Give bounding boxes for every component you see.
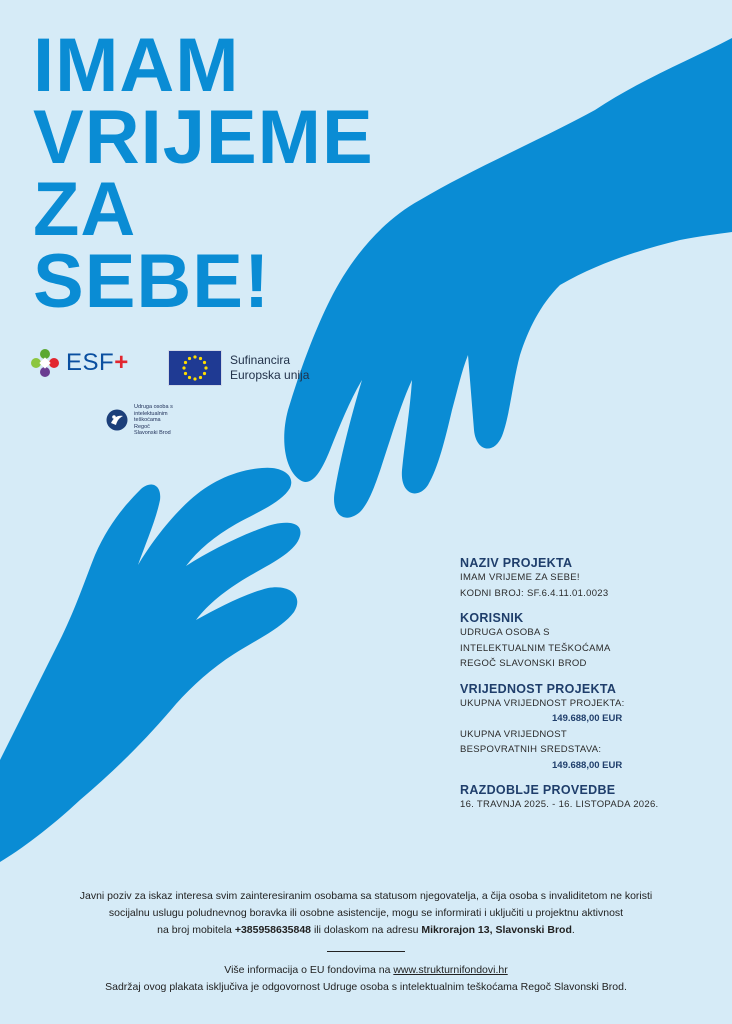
beneficiary-line: UDRUGA OSOBA S <box>460 627 550 638</box>
regoc-line: teškoćama <box>134 417 161 423</box>
project-info <box>460 556 722 813</box>
grant-value-amount: 149.688,00 EUR <box>552 759 623 771</box>
more-info-line <box>0 962 732 979</box>
regoc-line: intelektualnim <box>134 410 168 417</box>
notice-text: na broj mobitela <box>157 924 235 936</box>
project-name-heading: NAZIV PROJEKTA <box>460 556 573 570</box>
notice-line-3 <box>0 922 732 939</box>
project-code: KODNI BROJ: SF.6.4.11.01.0023 <box>460 587 609 599</box>
regoc-line: Slavonski Brod <box>134 430 171 436</box>
notice-text: . <box>571 924 575 936</box>
notice-text: ili dolaskom na adresu <box>311 924 422 936</box>
phone-number: +385958635848 <box>234 924 312 936</box>
regoc-line: Regoč <box>134 423 150 430</box>
eu-line-2: Europska unija <box>230 368 310 382</box>
headline-line-4: SEBE! <box>33 239 271 324</box>
regoc-emblem-icon <box>106 409 128 431</box>
beneficiary-heading: KORISNIK <box>460 611 524 625</box>
notice-line-2: socijalnu uslugu poludnevnog boravka ili osobne asistencije, mogu se informirati i uključiti u projektnu aktivnost <box>108 907 624 919</box>
total-value-amount: 149.688,00 EUR <box>552 713 623 724</box>
esf-plus-logo <box>30 348 129 378</box>
eu-flag-icon <box>168 350 222 386</box>
project-name-value: IMAM VRIJEME ZA SEBE! <box>460 572 580 583</box>
notice-line-1: Javni poziv za iskaz interesa svim zainteresiranim osobama sa statusom njegovatelja, a čija osoba s invaliditetom ne koristi <box>79 890 653 902</box>
headline-line-2: VRIJEME <box>33 95 374 180</box>
beneficiary-line: REGOČ SLAVONSKI BROD <box>460 658 587 669</box>
eu-funds-website-link[interactable]: www.strukturnifondovi.hr <box>393 964 508 976</box>
period-value: 16. TRAVNJA 2025. - 16. LISTOPADA 2026. <box>460 799 659 810</box>
total-value-label: UKUPNA VRIJEDNOST PROJEKTA: <box>460 697 625 709</box>
regoc-text <box>134 404 194 437</box>
grant-value-label: UKUPNA VRIJEDNOST <box>460 728 567 740</box>
lower-hand <box>0 468 300 862</box>
eu-text <box>230 353 309 383</box>
project-value-heading: VRIJEDNOST PROJEKTA <box>460 681 617 696</box>
beneficiary-line: INTELEKTUALNIM TEŠKOĆAMA <box>460 642 611 654</box>
regoc-line: Udruga osoba s <box>134 404 173 410</box>
headline-line-3: ZA <box>33 167 137 252</box>
esf-label: ESF <box>66 349 115 376</box>
grant-value-label-2: BESPOVRATNIH SREDSTAVA: <box>460 744 602 755</box>
esf-flower-icon <box>30 348 60 378</box>
headline <box>33 23 374 324</box>
address: Mikrorajon 13, Slavonski Brod <box>421 924 572 936</box>
eu-line-1: Sufinancira <box>230 353 291 367</box>
esf-logo-text <box>66 349 129 377</box>
headline-line-1: IMAM <box>33 23 240 108</box>
disclaimer: Sadržaj ovog plakata isključiva je odgovornost Udruge osoba s intelektualnim teškoćama Regoč Slavonski Brod. <box>105 981 627 993</box>
regoc-association-logo <box>106 404 194 437</box>
eu-cofinanced-logo <box>168 350 309 386</box>
more-info-text: Više informacija o EU fondovima na <box>224 964 394 976</box>
divider <box>327 951 405 952</box>
bottom-notice <box>0 888 732 996</box>
esf-plus-sign: + <box>114 349 129 376</box>
period-heading: RAZDOBLJE PROVEDBE <box>460 783 616 797</box>
